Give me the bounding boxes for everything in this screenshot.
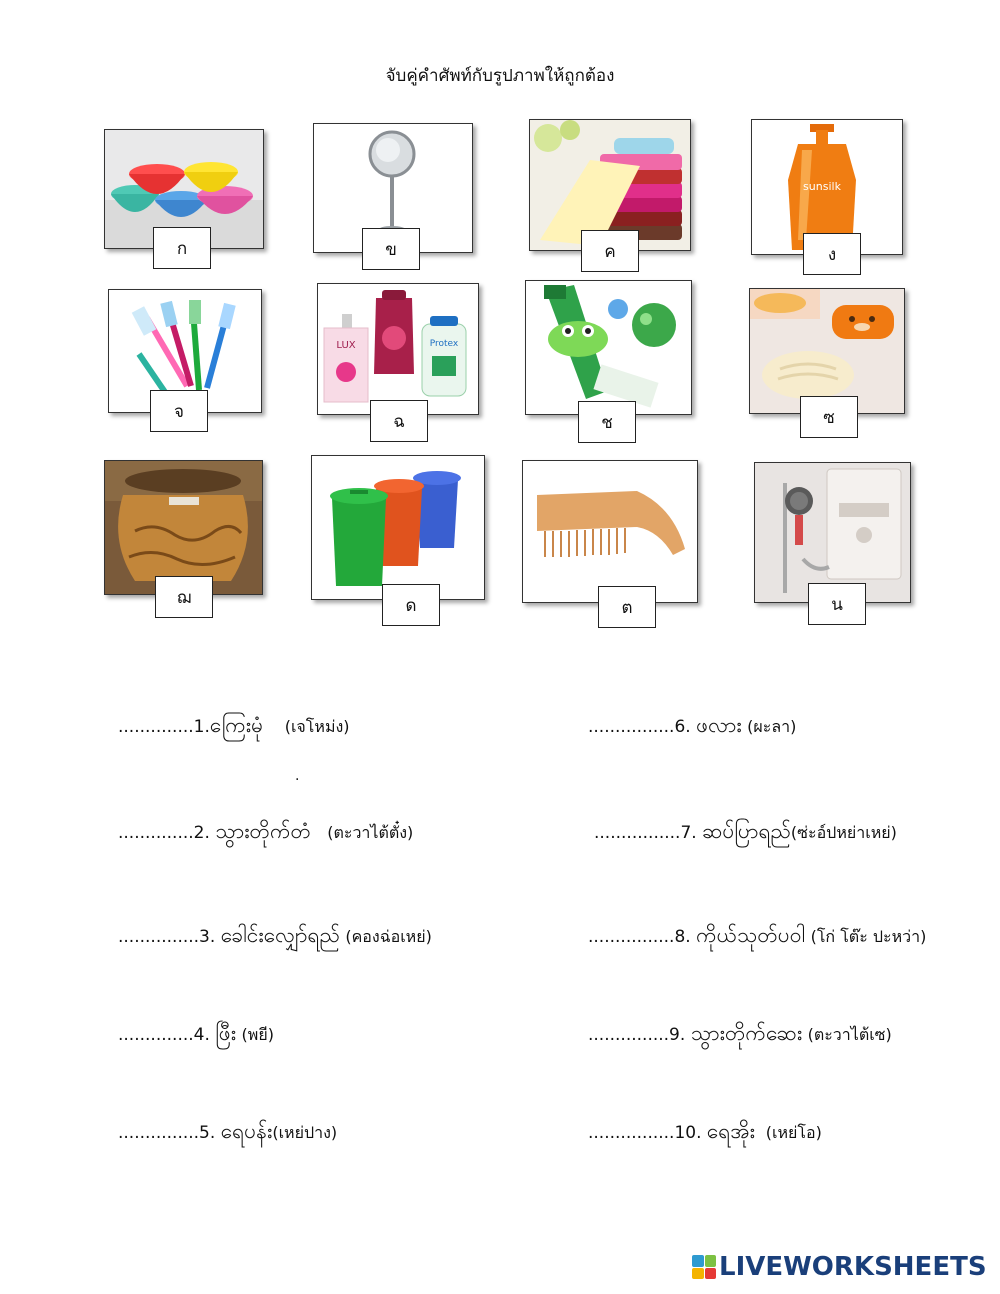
card-label: ก: [153, 227, 211, 269]
thai-reading: (เหย่ปาง): [272, 1123, 338, 1142]
soap-bars-icon: [750, 289, 904, 413]
question-2: [118, 818, 413, 849]
answer-blank[interactable]: ................8.: [588, 927, 697, 947]
comb-icon: [523, 461, 697, 602]
card-label: จ: [150, 390, 208, 432]
answer-blank[interactable]: ..............2.: [118, 823, 216, 843]
card-comb: [522, 460, 698, 603]
card-label: ข: [362, 228, 420, 270]
thai-reading: (พยี): [241, 1025, 274, 1044]
brand-name: LIVEWORKSHEETS: [719, 1252, 987, 1282]
burmese-word: သွားတိုက်တံ: [215, 819, 311, 843]
question-6: [588, 712, 796, 743]
toothpaste-icon: [526, 281, 691, 414]
answer-blank[interactable]: ................10.: [588, 1123, 707, 1143]
question-1: [118, 712, 350, 743]
answer-blank[interactable]: ...............5.: [118, 1123, 221, 1143]
card-water-heater: [754, 462, 911, 603]
answer-blank[interactable]: ................7.: [594, 823, 703, 843]
question-5: [118, 1118, 337, 1149]
burmese-word: ကြေးမုံ: [209, 713, 264, 737]
card-clay-jar: [104, 460, 263, 595]
card-buckets: [311, 455, 485, 600]
thai-reading: (เหย่โอ): [765, 1123, 822, 1142]
question-10: [588, 1118, 822, 1149]
card-label: ค: [581, 230, 639, 272]
thai-reading: (เจโหม่ง): [284, 717, 350, 736]
card-label: ง: [803, 233, 861, 275]
buckets-icon: [312, 456, 484, 599]
question-9: [588, 1020, 892, 1051]
burmese-word: သွားတိုက်ဆေး: [690, 1021, 803, 1045]
thai-reading: (โก่ โต๊ะ ปะหว่า): [810, 927, 927, 946]
answer-blank[interactable]: ..............4.: [118, 1025, 216, 1045]
card-label: ช: [578, 401, 636, 443]
card-label: ซ: [800, 396, 858, 438]
card-toothpaste: [525, 280, 692, 415]
liveworksheets-logo-icon: [692, 1255, 716, 1279]
card-label: ฌ: [155, 576, 213, 618]
answer-blank[interactable]: ...............3.: [118, 927, 221, 947]
thai-reading: (ตะวาไต้ตั๋ง): [327, 823, 414, 842]
card-label: ด: [382, 584, 440, 626]
svg-text:Protex: Protex: [429, 339, 459, 349]
thai-reading: (คองฉ่อเหย่): [345, 927, 432, 946]
svg-text:sunsilk: sunsilk: [803, 180, 841, 193]
liveworksheets-brand[interactable]: [692, 1252, 987, 1282]
worksheet-title: จับคู่คำศัพท์กับรูปภาพให้ถูกต้อง: [385, 66, 615, 86]
shower-gel-bottles-icon: [318, 284, 478, 414]
svg-text:LUX: LUX: [336, 340, 356, 351]
card-shower-gel: [317, 283, 479, 415]
stray-mark: .: [295, 768, 300, 784]
question-8: [588, 922, 926, 953]
burmese-word: ရေအိုး: [706, 1119, 755, 1143]
answer-blank[interactable]: ................6.: [588, 717, 697, 737]
question-3: [118, 922, 432, 953]
burmese-word: ဖြီး: [215, 1021, 237, 1045]
question-4: [118, 1020, 274, 1051]
burmese-word: ခေါင်းလျှော်ရည်: [220, 923, 340, 947]
answer-blank[interactable]: ..............1.: [118, 717, 210, 737]
thai-reading: (ตะวาไต้เซ): [807, 1025, 892, 1044]
answer-blank[interactable]: ...............9.: [588, 1025, 691, 1045]
burmese-word: ဆပ်ပြာရည်: [702, 819, 791, 843]
burmese-word: ကိုယ်သုတ်ပဝါ: [696, 923, 806, 947]
burmese-word: ရေပန်း: [220, 1119, 273, 1143]
card-label: น: [808, 583, 866, 625]
clay-jar-icon: [105, 461, 262, 594]
thai-reading: (ผะลา): [747, 717, 797, 736]
card-label: ต: [598, 586, 656, 628]
thai-reading: (ซ่ะอ์ปหย่าเหย่): [790, 823, 897, 842]
water-heater-icon: [755, 463, 910, 602]
question-7: [594, 818, 897, 849]
card-label: ฉ: [370, 400, 428, 442]
burmese-word: ဖလား: [696, 713, 742, 737]
